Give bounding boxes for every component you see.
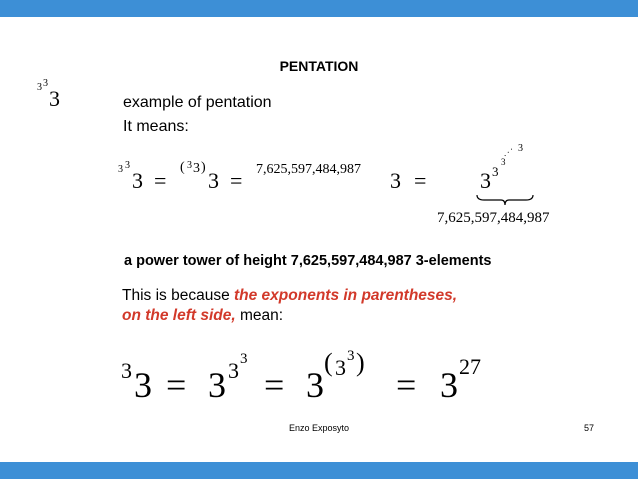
- eq1-tower-exp-1: 3: [492, 164, 499, 179]
- eq1-tower-base: 3: [480, 168, 491, 193]
- eq2-inner-exp: 3: [347, 348, 355, 364]
- eq2-equals-2: =: [264, 365, 285, 405]
- page-number: 57: [584, 423, 595, 433]
- eq2-inner-base: 3: [335, 355, 346, 380]
- eq1-paren-base: 3: [193, 161, 200, 176]
- eq2-paren-close: ): [356, 348, 365, 377]
- eq2-exp-2a: 3: [228, 358, 239, 383]
- eq2-exp-4: 27: [459, 354, 481, 379]
- tower-height-label: 7,625,597,484,987: [437, 210, 550, 226]
- eq1-tower-exp-2: 3: [501, 157, 506, 167]
- eq2-pre-exponent: 3: [121, 358, 132, 383]
- eq2-equals-3: =: [396, 365, 417, 405]
- eq1-paren-pre: 3: [187, 160, 192, 171]
- eq1-lhs-pre-1: 3: [118, 164, 123, 175]
- side-pre-exponent-2: 3: [43, 78, 48, 89]
- example-label: example of pentation: [123, 94, 272, 111]
- eq1-paren-open: (: [180, 160, 185, 175]
- eq2-base-2: 3: [208, 365, 226, 405]
- explanation-line-2: [122, 307, 283, 325]
- means-label: It means:: [123, 118, 189, 135]
- eq1-lhs-pre-2: 3: [125, 160, 130, 171]
- eq1-mid-base: 3: [208, 168, 219, 193]
- slide-title: PENTATION: [279, 58, 359, 74]
- eq2-base-4: 3: [440, 365, 458, 405]
- explanation-highlight-1: the exponents in parentheses,: [234, 287, 458, 304]
- explanation-highlight-2: on the left side,: [122, 307, 236, 324]
- top-accent-bar: [0, 0, 638, 17]
- eq2-equals-1: =: [166, 365, 187, 405]
- eq2-exp-2b: 3: [240, 351, 248, 367]
- eq1-tower-dots: . . .: [498, 142, 514, 158]
- eq1-paren-close: ): [201, 160, 206, 175]
- eq1-equals-3: =: [414, 168, 427, 193]
- eq2-base-1: 3: [134, 365, 152, 405]
- underbrace-icon: [476, 194, 534, 206]
- equation-2: [118, 338, 578, 408]
- eq1-equals-2: =: [230, 168, 243, 193]
- power-tower-description: a power tower of height 7,625,597,484,987 3-elements: [124, 253, 492, 269]
- eq1-tower-top: 3: [518, 143, 523, 154]
- eq2-paren-open: (: [324, 348, 333, 377]
- bottom-accent-bar: [0, 462, 638, 479]
- eq2-base-3: 3: [306, 365, 324, 405]
- explanation-text-2: mean:: [235, 307, 284, 324]
- side-base: 3: [49, 86, 60, 111]
- side-example-notation: [37, 78, 77, 112]
- side-pre-exponent-1: 3: [37, 82, 42, 93]
- eq1-lhs-base: 3: [132, 168, 143, 193]
- eq1-equals-1: =: [154, 168, 167, 193]
- eq1-big-pre-exponent: 7,625,597,484,987: [256, 162, 361, 177]
- footer-author: Enzo Exposyto: [288, 423, 350, 433]
- explanation-line-1: [122, 287, 457, 305]
- explanation-text-1: This is because: [122, 287, 234, 304]
- eq1-big-base: 3: [390, 168, 401, 193]
